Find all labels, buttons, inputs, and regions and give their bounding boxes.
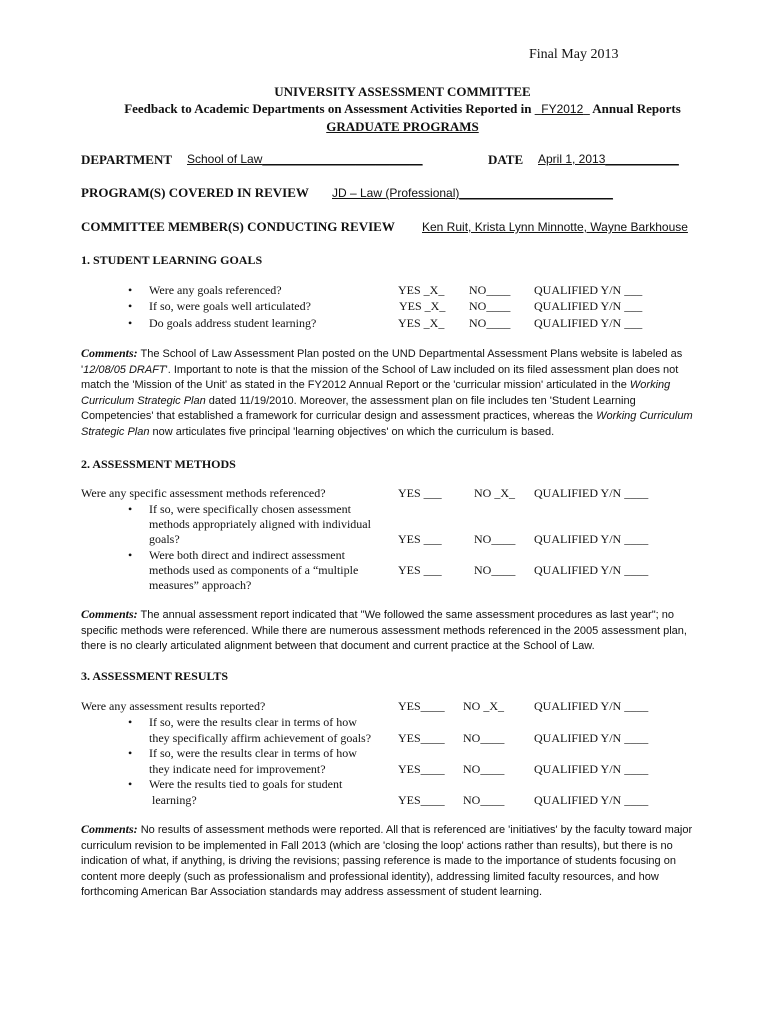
s2-q2-yes: YES ___ <box>398 532 442 546</box>
s3-q4-line: Were the results tied to goals for student <box>149 777 343 791</box>
s3-q2-no: NO____ <box>463 731 505 745</box>
bullet-icon: • <box>128 777 133 791</box>
s1-comments-text: '. Important to note is that the mission of the School of Law included on its filed assessment plan does not match the 'Mission of the Unit' as stated in the FY2012 Annual Report or the 'curricular mission' articulated in the <box>81 363 679 392</box>
s1-comments-text: 12/08/05 DRAFT <box>83 363 166 376</box>
s3-comments-label: Comments: <box>81 822 138 836</box>
s3-q2-qualified: QUALIFIED Y/N ____ <box>534 731 649 745</box>
s1-comments-text: Working Curriculum Strategic Plan <box>81 379 671 407</box>
s1-q1-no: NO____ <box>469 283 511 297</box>
s1-q2-no: NO____ <box>469 299 511 313</box>
program-value-text: JD – Law (Professional) <box>332 186 460 200</box>
s1-comments-text: now articulates five principal 'learning objectives' on which the curriculum is based. <box>149 425 555 438</box>
s2-q1-yes: YES ___ <box>398 486 442 500</box>
s3-q4-qualified: QUALIFIED Y/N ____ <box>534 793 649 807</box>
section1-heading: 1. STUDENT LEARNING GOALS <box>81 253 263 267</box>
bullet-icon: • <box>128 299 133 313</box>
s3-q3-line: they indicate need for improvement? <box>149 762 326 776</box>
program-label: PROGRAM(S) COVERED IN REVIEW <box>81 185 309 200</box>
s2-q3-qualified: QUALIFIED Y/N ____ <box>534 563 649 577</box>
s2-q2-line: methods appropriately aligned with individual <box>149 517 371 531</box>
s2-q1: Were any specific assessment methods referenced? <box>81 486 326 500</box>
bullet-icon: • <box>128 715 133 729</box>
s1-comments-text: Working Curriculum Strategic Plan <box>81 410 693 438</box>
s1-q1: Were any goals referenced? <box>149 283 282 297</box>
s2-comments-text: The annual assessment report indicated that "We followed the same assessment procedures as last year"; no specific methods were referenced. While there are numerous assessment methods referenced in the 2005 assessment plan, there is no clearly articulated alignment between that document and current practice at the School of Law. <box>81 609 687 653</box>
committee-value: Ken Ruit, Krista Lynn Minnotte, Wayne Barkhouse <box>422 220 688 234</box>
subtitle-prefix: Feedback to Academic Departments on Assessment Activities Reported in _ <box>124 101 542 116</box>
s3-q1-qualified: QUALIFIED Y/N ____ <box>534 699 649 713</box>
s2-q1-qualified: QUALIFIED Y/N ____ <box>534 486 649 500</box>
s2-q3-line: Were both direct and indirect assessment <box>149 548 345 562</box>
program-value-blank: _______________________ <box>459 186 613 200</box>
s3-q1-yes: YES____ <box>398 699 445 713</box>
s2-comments <box>81 607 711 655</box>
s2-q3-yes: YES ___ <box>398 563 442 577</box>
s2-q1-no: NO _X_ <box>474 486 515 500</box>
final-date-label: Final May 2013 <box>529 47 619 62</box>
s1-q1-yes: YES _X_ <box>398 283 445 297</box>
section3-heading: 3. ASSESSMENT RESULTS <box>81 669 229 683</box>
s1-q2-yes: YES _X_ <box>399 299 446 313</box>
s3-q2-line: If so, were the results clear in terms of how <box>149 715 357 729</box>
s1-comments <box>81 346 711 441</box>
s3-q2-line: they specifically affirm achievement of goals? <box>149 731 372 745</box>
s2-q2-line: If so, were specifically chosen assessment <box>149 502 351 516</box>
s1-comments-label: Comments: <box>81 346 138 360</box>
s2-q2-qualified: QUALIFIED Y/N ____ <box>534 532 649 546</box>
s2-q3-line: measures” approach? <box>149 578 252 592</box>
document-title: UNIVERSITY ASSESSMENT COMMITTEE <box>274 84 531 99</box>
department-value <box>187 152 423 166</box>
committee-label: COMMITTEE MEMBER(S) CONDUCTING REVIEW <box>81 219 395 234</box>
s3-q2-yes: YES____ <box>398 731 445 745</box>
date-label: DATE <box>488 152 524 167</box>
s3-q3-no: NO____ <box>463 762 505 776</box>
s3-q4-no: NO____ <box>463 793 505 807</box>
s3-q3-qualified: QUALIFIED Y/N ____ <box>534 762 649 776</box>
s3-q1-no: NO _X_ <box>463 699 504 713</box>
s3-q4-line: learning? <box>149 793 197 807</box>
bullet-icon: • <box>128 316 133 330</box>
s2-comments-label: Comments: <box>81 607 138 621</box>
bullet-icon: • <box>128 283 133 297</box>
s1-q1-qualified: QUALIFIED Y/N ___ <box>534 283 643 297</box>
s1-comments-text: The School of Law Assessment Plan posted on the UND Departmental Assessment Plans website is labeled as ' <box>81 348 683 376</box>
section2-heading: 2. ASSESSMENT METHODS <box>81 457 236 471</box>
date-value-text: April 1, 2013 <box>538 152 606 166</box>
s1-q2: If so, were goals well articulated? <box>149 299 311 313</box>
subtitle-suffix: _ Annual Reports <box>583 101 681 116</box>
programs-heading: GRADUATE PROGRAMS <box>326 119 479 134</box>
s2-q2-line: goals? <box>149 532 180 546</box>
s3-comments <box>81 822 711 901</box>
s1-q3-no: NO____ <box>469 316 511 330</box>
s3-q4-yes: YES____ <box>398 793 445 807</box>
document-subtitle <box>0 101 770 117</box>
program-value <box>332 186 613 200</box>
bullet-icon: • <box>128 502 133 516</box>
s1-q3: Do goals address student learning? <box>149 316 317 330</box>
bullet-icon: • <box>128 746 133 760</box>
s1-q3-qualified: QUALIFIED Y/N ___ <box>534 316 643 330</box>
department-label: DEPARTMENT <box>81 152 173 167</box>
bullet-icon: • <box>128 548 133 562</box>
date-value-blank: ___________ <box>605 152 679 166</box>
s2-q2-no: NO____ <box>474 532 516 546</box>
s2-q3-no: NO____ <box>474 563 516 577</box>
s2-q3-line: methods used as components of a “multiple <box>149 563 359 577</box>
s3-q3-line: If so, were the results clear in terms of how <box>149 746 357 760</box>
s3-q3-yes: YES____ <box>398 762 445 776</box>
s3-q1: Were any assessment results reported? <box>81 699 266 713</box>
s1-q3-yes: YES _X_ <box>398 316 445 330</box>
s1-q2-qualified: QUALIFIED Y/N ___ <box>534 299 643 313</box>
department-value-text: School of Law <box>187 152 263 166</box>
date-value <box>538 152 679 166</box>
s1-comments-text: dated 11/19/2010. Moreover, the assessment plan on file includes ten 'Student Learning Competencies' that established a framework for curricular design and assessment practices, whereas the <box>81 394 636 423</box>
s3-comments-text: No results of assessment methods were reported. All that is referenced are 'initiatives' by the faculty toward major curriculum revision to be implemented in Fall 2013 (which are 'closing the loop' actions rather than results), but there is no indication of what, if anything, is driving the revisions; passing reference is made to the importance of students focusing on content more deeply (such as professionalism and professional identity), addressing limited faculty resources, and how forthcoming American Bar Association standards may address assessment of student learning. <box>81 824 693 899</box>
subtitle-year: FY2012 <box>541 102 584 116</box>
department-value-blank: ________________________ <box>262 152 423 166</box>
